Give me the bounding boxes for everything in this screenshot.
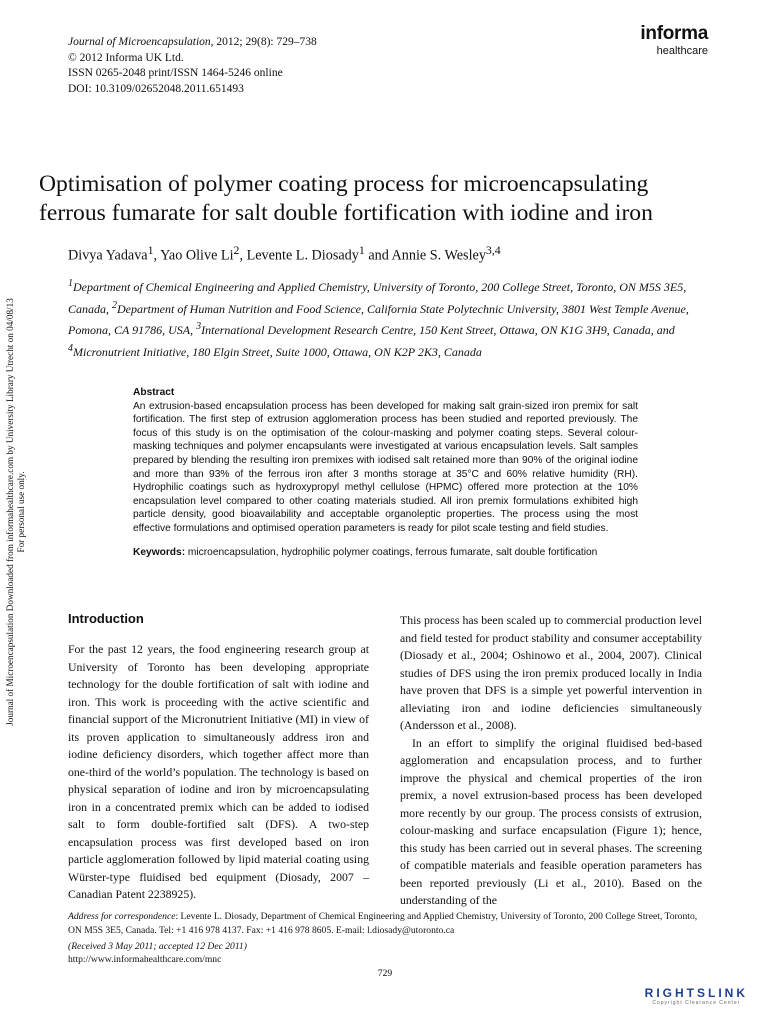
author-name: , Yao Olive Li (153, 247, 234, 264)
author-name: , Levente L. Diosady (239, 247, 359, 264)
keywords-text: microencapsulation, hydrophilic polymer coatings, ferrous fumarate, salt double fortification (185, 547, 598, 558)
author-name: and Annie S. Wesley (364, 247, 486, 264)
side-note-line2: For personal use only. (16, 471, 26, 553)
author-list (68, 243, 501, 265)
journal-citation: , 2012; 29(8): 729–738 (210, 36, 317, 48)
affil-mark: 4 (68, 342, 73, 354)
received-info (68, 941, 247, 966)
journal-url[interactable]: http://www.informahealthcare.com/mnc (68, 953, 222, 965)
affil-mark: 2 (112, 299, 118, 311)
body-column-right (400, 612, 702, 910)
abstract-text: An extrusion-based encapsulation process has been developed for making salt grain-sized iron premix for salt fortification. The first step of extrusion agglomeration process has been studied and reported previously. The focus of this study is on the optimisation of the colour-masking and polymer coating steps. Several colour-masking techniques and polymer encapsulants were investigated at various encapsulation levels. Salt samples prepared by blending the resulting iron premixes with iodised salt retained more than 90% of the original iodine and more than 93% of the ferrous iron after 3 months storage at 35°C and 60% relative humidity (RH). Hydrophilic coatings such as hydroxypropyl methyl cellulose (HPMC) offered more protection at the 10% encapsulation level compared to other coating materials studied. All iron premix formulations exhibited high particle density, good bioavailability and acceptable organoleptic properties. The process using the most effective formulations and optimised operation parameters is ready for pilot scale testing and field studies. (133, 400, 638, 534)
author-name: Divya Yadava (68, 247, 148, 264)
paragraph: In an effort to simplify the original fluidised bed-based agglomeration and encapsulation process, and to further improve the physical and chemical properties of the iron premix, a novel extrusion-based process has been developed more recently by our group. The process consists of extrusion, colour-masking and surface encapsulation (Figure 1); hence, this study has been carried out in several phases. The screening of compatible materials and feasible operation parameters has been reported previously (Li et al., 2010). Based on the understanding of the (400, 735, 702, 907)
correspondence-footnote (68, 910, 708, 937)
paragraph: This process has been scaled up to commercial production level and field tested for product stability and consumer acceptability (Diosady et al., 2004; Oshinowo et al., 2004, 2007). Clinical studies of DFS using the iron premix produced locally in India have proven that DFS is a simple yet powerful intervention in alleviating iron and iodine deficiencies simultaneously (Andersson et al., 2008). (400, 613, 702, 732)
article-title: Optimisation of polymer coating process for microencapsulating ferrous fumarate for salt double fortification with iodine and iron (39, 171, 653, 226)
received-dates: (Received 3 May 2011; accepted 12 Dec 2011) (68, 941, 247, 952)
doi: DOI: 10.3109/02652048.2011.651493 (68, 82, 244, 95)
rightslink-logo[interactable] (645, 986, 748, 1006)
affil-text: Department of Human Nutrition and Food Science, California State Polytechnic University, 3801 West Temple Avenue, Pomona, CA 91786, USA, (68, 301, 689, 337)
journal-header (68, 35, 317, 97)
rightslink-sub: Copyright Clearance Center (652, 1000, 741, 1006)
side-download-note (5, 262, 45, 762)
page-number: 729 (377, 968, 393, 979)
side-note-line1: Journal of Microencapsulation Downloaded from informahealthcare.com by University Library Utrecht on 04/08/13 (5, 298, 15, 726)
paragraph: For the past 12 years, the food engineering research group at University of Toronto has been developing appropriate technology for the double fortification of salt with iodine and iron. This work is proceeding with the active scientific and financial support of the Micronutrient Initiative (MI) in view of its proven application to simultaneously address iron and iodine deficiency disorders, which together affect more than one-third of the world’s population. The technology is based on physical separation of iodine and iron by microencapsulating iron in a concentrated premix which can be added to iodised salt to form double-fortified salt (DFS). A two-step encapsulation process was first developed based on iron particle agglomeration followed by lipid material coating using Würster-type fluidised bed equipment (Diosady, 2007 – Canadian Patent 2238925). (68, 642, 369, 901)
author-affil-mark: 1 (147, 243, 154, 257)
affil-text: International Development Research Centre, 150 Kent Street, Ottawa, ON K1G 3H9, Canada, and (201, 323, 675, 337)
logo-sub: healthcare (656, 45, 708, 57)
keywords (133, 547, 597, 558)
section-heading-introduction: Introduction (68, 611, 144, 626)
author-affil-mark: 1 (358, 243, 365, 257)
abstract-heading: Abstract (133, 387, 175, 398)
affil-text: Micronutrient Initiative, 180 Elgin Street, Suite 1000, Ottawa, ON K2P 2K3, Canada (73, 344, 482, 359)
journal-name: Journal of Microencapsulation (68, 36, 211, 48)
affil-mark: 3 (196, 321, 202, 332)
correspondence-label: Address for correspondence (68, 911, 176, 922)
abstract-block (133, 386, 638, 536)
author-affil-mark: 3,4 (485, 243, 501, 257)
keywords-label: Keywords: (133, 547, 186, 558)
body-column-left (68, 641, 369, 904)
correspondence-text: : Levente L. Diosady, Department of Chemical Engineering and Applied Chemistry, University of Toronto, 200 College Street, Toronto, ON M5S 3E5, Canada. Tel: +1 416 978 4137. Fax: +1 416 978 8605. E-mail: l.diosady@utoronto.ca (68, 911, 698, 936)
publisher-logo (640, 24, 708, 57)
copyright: © 2012 Informa UK Ltd. (68, 51, 184, 64)
affiliations (68, 275, 708, 361)
rightslink-title: RIGHTSLINK (644, 986, 748, 1000)
author-affil-mark: 2 (233, 243, 240, 257)
affil-mark: 1 (68, 278, 73, 289)
logo-name: informa (640, 23, 708, 44)
affil-text: Department of Chemical Engineering and Applied Chemistry, University of Toronto, 200 College Street, Toronto, ON M5S 3E5, Canada, (68, 280, 687, 316)
issn: ISSN 0265-2048 print/ISSN 1464-5246 online (68, 67, 283, 79)
